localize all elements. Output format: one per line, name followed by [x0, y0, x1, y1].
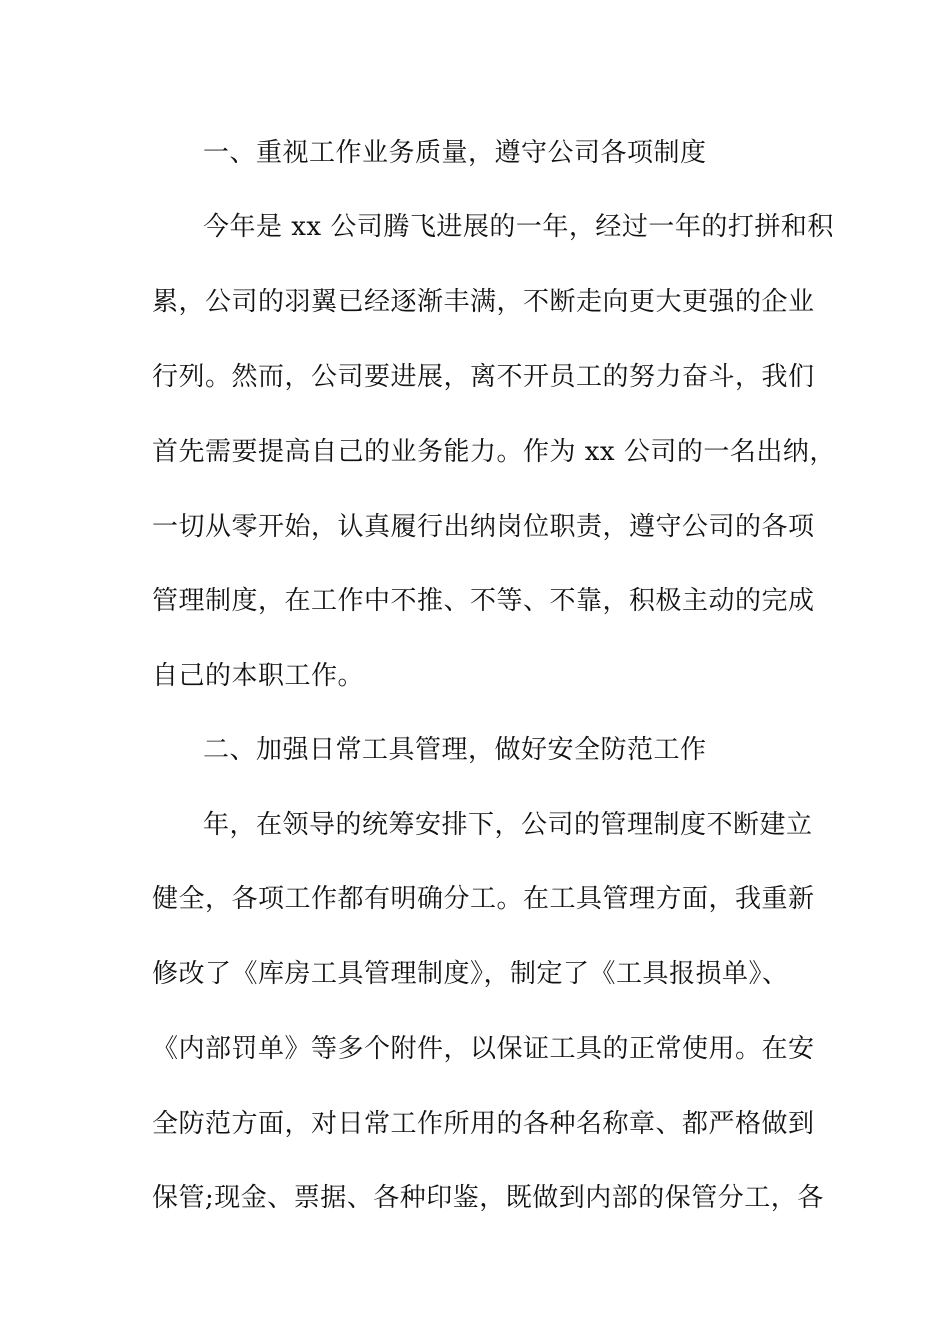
- paragraph-line: 修改了《库房工具管理制度》，制定了《工具报损单》、: [152, 959, 789, 989]
- paragraph-line: 全防范方面，对日常工作所用的各种名称章、都严格做到: [152, 1109, 815, 1139]
- paragraph-line: 《内部罚单》等多个附件，以保证工具的正常使用。在安: [152, 1034, 815, 1064]
- section-heading-1: 一、重视工作业务质量，遵守公司各项制度: [203, 138, 707, 168]
- paragraph-line: 健全，各项工作都有明确分工。在工具管理方面，我重新: [152, 884, 815, 914]
- section-heading-2: 二、加强日常工具管理，做好安全防范工作: [203, 735, 707, 765]
- paragraph-line: 年，在领导的统筹安排下，公司的管理制度不断建立: [203, 810, 813, 840]
- paragraph-line: 今年是 xx 公司腾飞进展的一年，经过一年的打拼和积: [203, 212, 834, 242]
- paragraph-line: 管理制度，在工作中不推、不等、不靠，积极主动的完成: [152, 586, 815, 616]
- paragraph-line: 行列。然而，公司要进展，离不开员工的努力奋斗，我们: [152, 362, 815, 392]
- paragraph-line: 一切从零开始，认真履行出纳岗位职责，遵守公司的各项: [152, 512, 815, 542]
- paragraph-line: 累，公司的羽翼已经逐渐丰满，不断走向更大更强的企业: [152, 287, 815, 317]
- paragraph-line: 自己的本职工作。: [152, 661, 365, 691]
- paragraph-line: 首先需要提高自己的业务能力。作为 xx 公司的一名出纳，: [152, 437, 836, 467]
- paragraph-line: 保管;现金、票据、各种印鉴，既做到内部的保管分工，各: [152, 1183, 824, 1213]
